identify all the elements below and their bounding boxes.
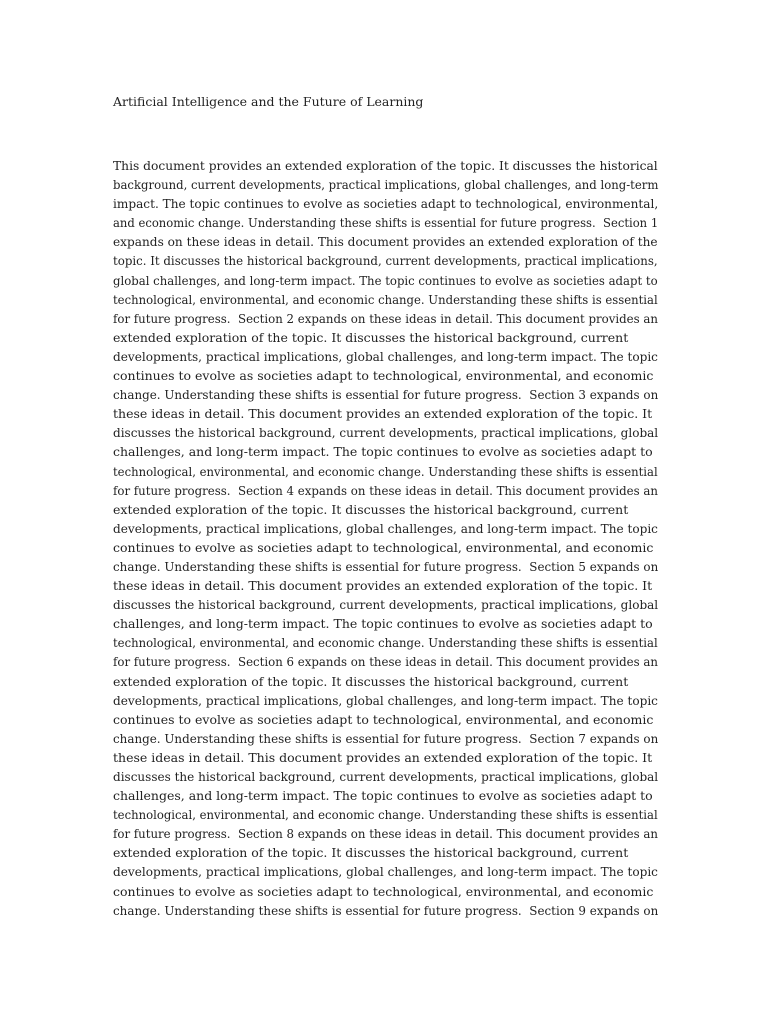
body-text-line: continues to evolve as societies adapt to technological, environmental, and economic	[113, 368, 654, 384]
body-text-line: and economic change. Understanding these shifts is essential for future progress. Section 1	[113, 215, 659, 231]
body-text-line: developments, practical implications, global challenges, and long-term impact. The topic	[113, 520, 658, 536]
body-text-line: challenges, and long-term impact. The topic continues to evolve as societies adapt to	[113, 616, 653, 632]
body-text-line: technological, environmental, and economic change. Understanding these shifts is essential	[113, 463, 658, 479]
body-text-line: for future progress. Section 6 expands on these ideas in detail. This document provides an	[113, 654, 659, 670]
document-title: Artificial Intelligence and the Future of Learning	[113, 94, 424, 109]
body-text-line: change. Understanding these shifts is essential for future progress. Section 5 expands on	[113, 558, 659, 574]
body-text-line: change. Understanding these shifts is essential for future progress. Section 9 expands on	[113, 902, 659, 918]
body-text-line: topic. It discusses the historical background, current developments, practical implications,	[113, 253, 658, 269]
body-text-line: for future progress. Section 2 expands on these ideas in detail. This document provides an	[113, 310, 659, 326]
body-text-line: extended exploration of the topic. It discusses the historical background, current	[113, 329, 629, 345]
body-text-line: continues to evolve as societies adapt to technological, environmental, and economic	[113, 883, 654, 899]
body-text-line: developments, practical implications, global challenges, and long-term impact. The topic	[113, 692, 658, 708]
body-text-line: discusses the historical background, current developments, practical implications, global	[113, 597, 659, 613]
body-text-line: discusses the historical background, current developments, practical implications, global	[113, 769, 659, 784]
document-body	[113, 156, 658, 920]
body-text-line: discusses the historical background, current developments, practical implications, global	[113, 425, 659, 441]
body-text-line: challenges, and long-term impact. The topic continues to evolve as societies adapt to	[113, 788, 653, 804]
body-text-line: for future progress. Section 4 expands on these ideas in detail. This document provides an	[113, 482, 659, 498]
body-text-line: change. Understanding these shifts is essential for future progress. Section 7 expands on	[113, 730, 659, 746]
body-text-line: developments, practical implications, global challenges, and long-term impact. The topic	[113, 348, 658, 364]
body-text-line: impact. The topic continues to evolve as societies adapt to technological, environmental,	[113, 196, 659, 212]
body-text-line: challenges, and long-term impact. The topic continues to evolve as societies adapt to	[113, 444, 653, 460]
body-text-line: these ideas in detail. This document provides an extended exploration of the topic. It	[113, 749, 653, 765]
body-text-line: technological, environmental, and economic change. Understanding these shifts is essential	[113, 807, 658, 823]
body-text-line: background, current developments, practical implications, global challenges, and long-term	[113, 177, 659, 193]
body-text-line: expands on these ideas in detail. This document provides an extended exploration of the	[113, 234, 658, 250]
body-text-line: these ideas in detail. This document provides an extended exploration of the topic. It	[113, 406, 653, 422]
body-text-line: continues to evolve as societies adapt to technological, environmental, and economic	[113, 711, 654, 727]
body-text-line: continues to evolve as societies adapt to technological, environmental, and economic	[113, 539, 654, 555]
body-text-line: technological, environmental, and economic change. Understanding these shifts is essential	[113, 635, 658, 651]
body-text-line: these ideas in detail. This document provides an extended exploration of the topic. It	[113, 578, 653, 594]
body-text-line: extended exploration of the topic. It discusses the historical background, current	[113, 501, 629, 517]
body-text-line: for future progress. Section 8 expands on these ideas in detail. This document provides an	[113, 826, 659, 842]
body-text-line: change. Understanding these shifts is essential for future progress. Section 3 expands on	[113, 387, 659, 403]
body-text-line: developments, practical implications, global challenges, and long-term impact. The topic	[113, 864, 658, 880]
body-text-line: global challenges, and long-term impact. The topic continues to evolve as societies adapt to	[113, 272, 658, 288]
body-text-line: technological, environmental, and economic change. Understanding these shifts is essential	[113, 291, 658, 307]
body-text-line: extended exploration of the topic. It discusses the historical background, current	[113, 673, 629, 689]
body-text-line: This document provides an extended exploration of the topic. It discusses the historical	[113, 158, 658, 173]
body-text-line: extended exploration of the topic. It discusses the historical background, current	[113, 845, 629, 861]
